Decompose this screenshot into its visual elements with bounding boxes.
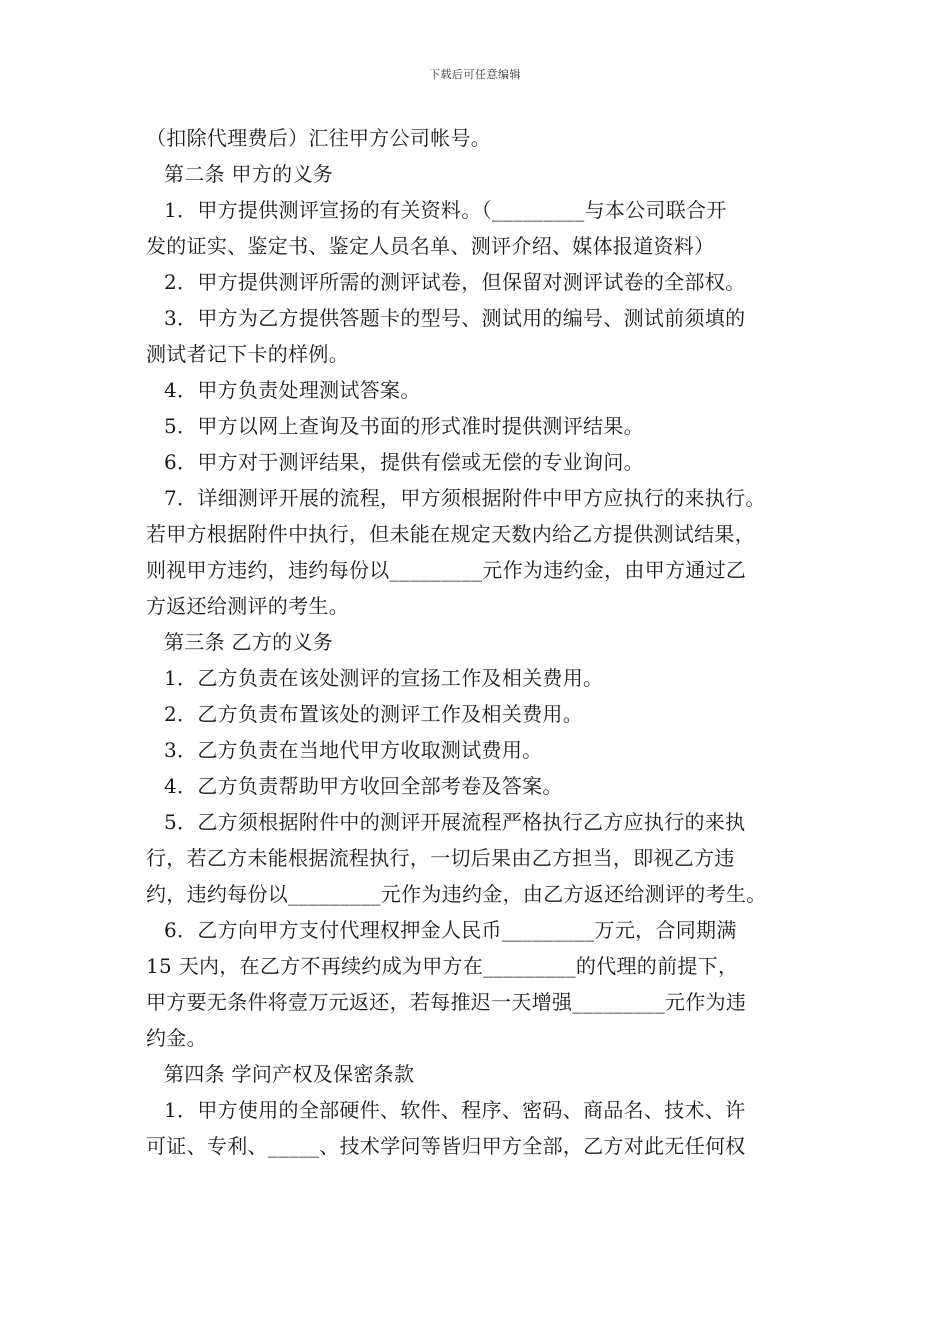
text-line: 甲方要无条件将壹万元返还，若每推迟一天增强_________元作为违: [146, 990, 747, 1014]
text-line: 5．乙方须根据附件中的测评开展流程严格执行乙方应执行的来执: [164, 810, 746, 834]
document-body: [146, 120, 826, 1164]
text-line: 6．甲方对于测评结果，提供有偿或无偿的专业询问。: [164, 450, 644, 474]
text-line: 第三条 乙方的义务: [164, 630, 334, 654]
text-line: 约金。: [146, 1026, 207, 1050]
text-line: 5．甲方以网上查询及书面的形式准时提供测评结果。: [164, 414, 644, 438]
text-line: 发的证实、鉴定书、鉴定人员名单、测评介绍、媒体报道资料）: [146, 234, 715, 258]
page-header: 下载后可任意编辑: [429, 68, 521, 81]
text-line: 1．甲方提供测评宣扬的有关资料。（_________与本公司联合开: [164, 198, 727, 222]
text-line: 约，违约每份以_________元作为违约金，由乙方返还给测评的考生。: [146, 882, 767, 906]
text-line: 3．甲方为乙方提供答题卡的型号、测试用的编号、测试前须填的: [164, 306, 746, 330]
text-line: 6．乙方向甲方支付代理权押金人民币_________万元，合同期满: [164, 918, 737, 942]
text-line: 2．甲方提供测评所需的测评试卷，但保留对测评试卷的全部权。: [164, 270, 746, 294]
text-line: 第四条 学问产权及保密条款: [164, 1062, 415, 1086]
text-line: 可证、专利、_____、技术学问等皆归甲方全部，乙方对此无任何权: [146, 1134, 746, 1158]
text-line: 3．乙方负责在当地代甲方收取测试费用。: [164, 738, 543, 762]
text-line: 行，若乙方未能根据流程执行，一切后果由乙方担当，即视乙方违: [146, 846, 735, 870]
text-line: 7．详细测评开展的流程，甲方须根据附件中甲方应执行的来执行。: [164, 486, 766, 510]
text-line: 4．乙方负责帮助甲方收回全部考卷及答案。: [164, 774, 563, 798]
text-line: 第二条 甲方的义务: [164, 162, 334, 186]
text-line: 2．乙方负责布置该处的测评工作及相关费用。: [164, 702, 584, 726]
text-line: 方返还给测评的考生。: [146, 594, 349, 618]
text-line: （扣除代理费后）汇往甲方公司帐号。: [146, 126, 492, 150]
text-line: 4．甲方负责处理测试答案。: [164, 378, 421, 402]
text-line: 若甲方根据附件中执行，但未能在规定天数内给乙方提供测试结果，: [146, 522, 755, 546]
text-line: 1．甲方使用的全部硬件、软件、程序、密码、商品名、技术、许: [164, 1098, 746, 1122]
text-line: 1．乙方负责在该处测评的宣扬工作及相关费用。: [164, 666, 604, 690]
text-line: 测试者记下卡的样例。: [146, 342, 349, 366]
text-line: 则视甲方违约，违约每份以_________元作为违约金，由甲方通过乙: [146, 558, 747, 582]
text-line: 15 天内，在乙方不再续约成为甲方在_________的代理的前提下，: [146, 954, 739, 978]
